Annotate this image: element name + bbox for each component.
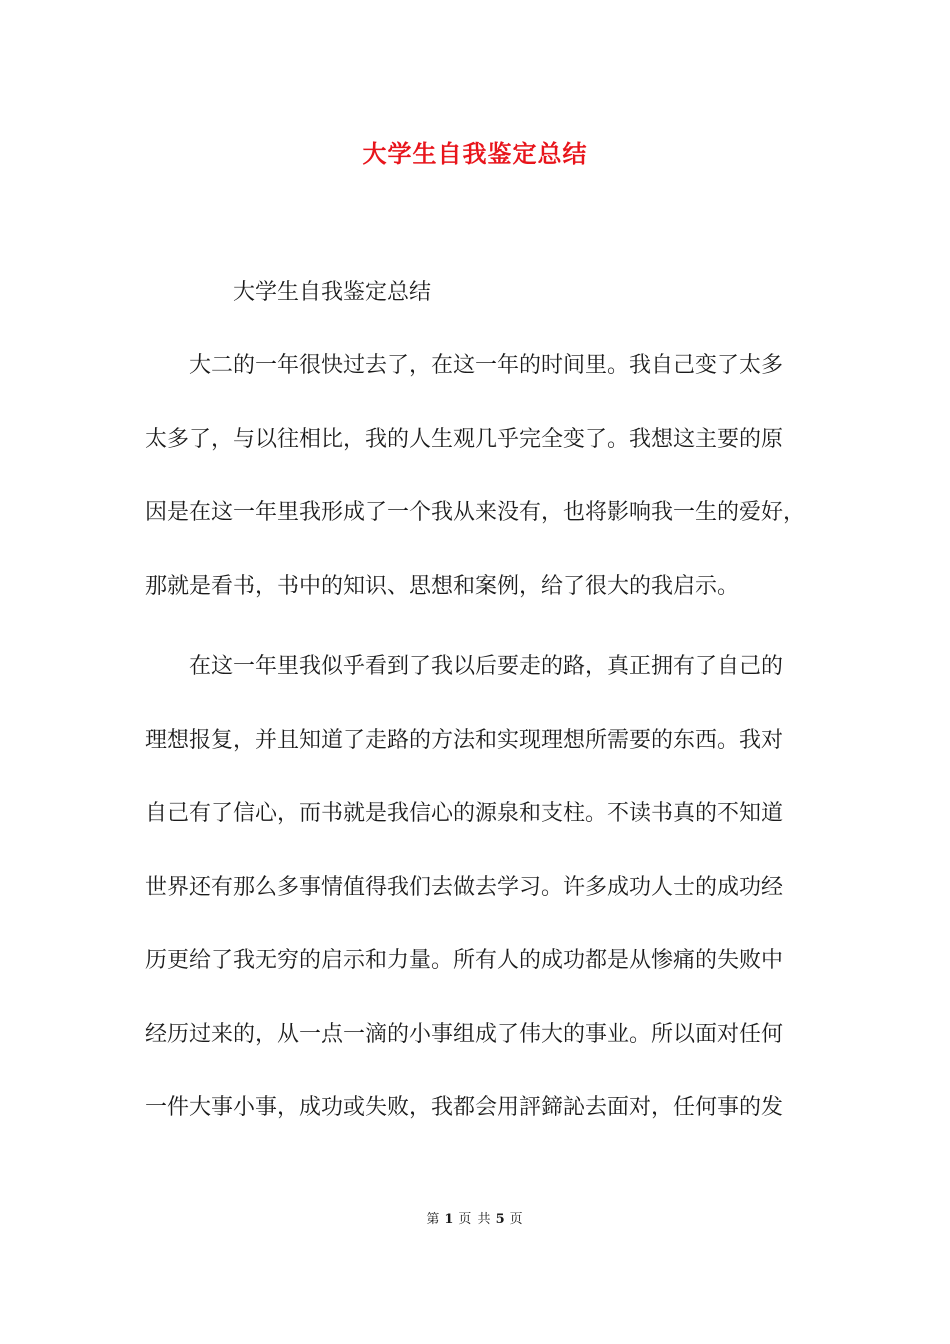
paragraph-line: 大二的一年很快过去了，在这一年的时间里。我自己变了太多: [189, 353, 784, 378]
paragraph-line: 理想报复，并且知道了走路的方法和实现理想所需要的东西。我对: [145, 727, 784, 753]
paragraph-2: [145, 630, 815, 1145]
paragraph-1: [145, 329, 815, 623]
footer-suffix: 页: [509, 1212, 524, 1227]
footer-page-number: 1: [444, 1212, 455, 1227]
page-footer: [0, 1208, 950, 1227]
paragraph-line: 自己有了信心，而书就是我信心的源泉和支柱。不读书真的不知道: [145, 801, 784, 826]
paragraph-line: 一件大事小事，成功或失败，我都会用評鍗訫去面对，任何事的发: [145, 1095, 784, 1120]
paragraph-line: 在这一年里我似乎看到了我以后要走的路，真正拥有了自己的: [189, 654, 784, 679]
footer-total-pages: 5: [495, 1212, 506, 1227]
footer-prefix: 第: [426, 1212, 441, 1227]
footer-middle: 页 共: [458, 1212, 492, 1227]
paragraph-line: 世界还有那么多事情值得我们去做去学习。许多成功人士的成功经: [145, 874, 784, 900]
document-title: 大学生自我鉴定总结: [362, 139, 588, 168]
paragraph-line: 太多了，与以往相比，我的人生观几乎完全变了。我想这主要的原: [145, 426, 784, 452]
document-subheading: 大学生自我鉴定总结: [233, 280, 432, 305]
paragraph-line: 因是在这一年里我形成了一个我从来没有，也将影响我一生的爱好，: [145, 500, 806, 525]
paragraph-line: 经历过来的，从一点一滴的小事组成了伟大的事业。所以面对任何: [145, 1021, 784, 1047]
paragraph-line: 历更给了我无穷的启示和力量。所有人的成功都是从惨痛的失败中: [145, 948, 784, 973]
paragraph-line: 那就是看书，书中的知识、思想和案例，给了很大的我启示。: [145, 573, 740, 599]
